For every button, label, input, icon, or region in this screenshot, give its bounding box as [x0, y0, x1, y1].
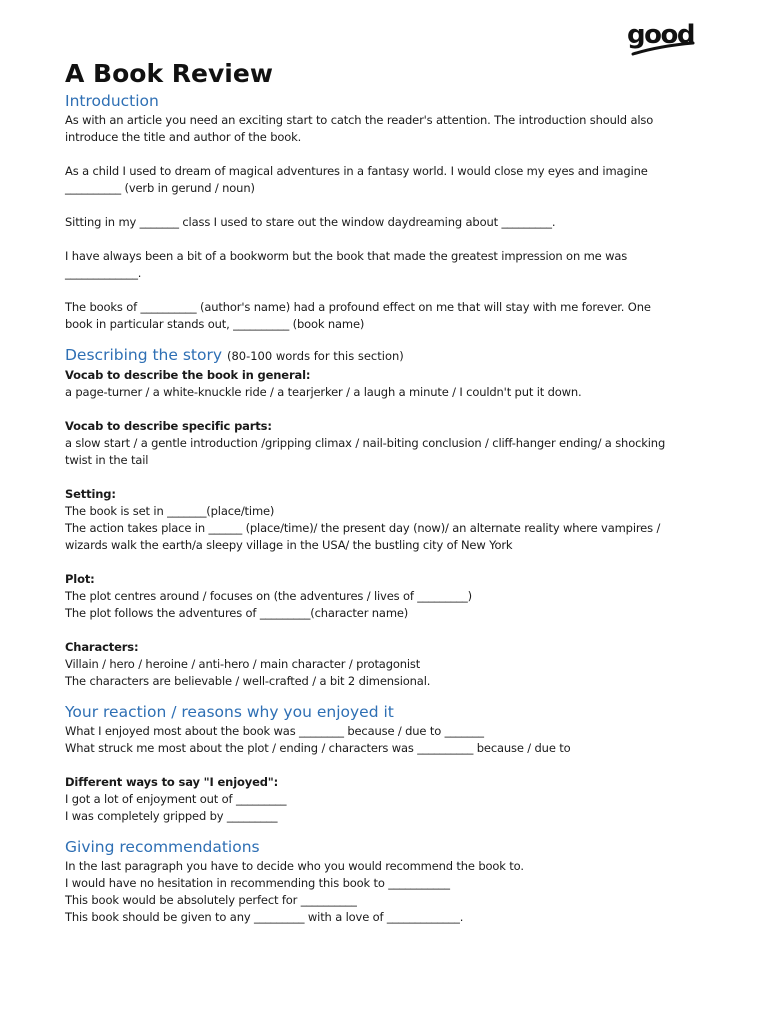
describing-story-section — [65, 344, 735, 690]
introduction-section — [65, 90, 735, 333]
general-vocab-label: Vocab to describe the book in general: — [65, 368, 311, 382]
introduction-desc-line-2: introduce the title and author of the book. — [65, 130, 302, 144]
recommendations-section — [65, 836, 735, 926]
introduction-heading: Introduction — [65, 92, 159, 110]
characters-line-1: Villain / hero / heroine / anti-hero / main character / protagonist — [65, 657, 421, 671]
intro-sentence-3a: I have always been a bit of a bookworm but the book that made the greatest impression on me was — [65, 249, 628, 263]
characters-label: Characters: — [65, 640, 139, 654]
word-count-note: (80-100 words for this section) — [226, 349, 404, 363]
document-page — [65, 58, 735, 926]
introduction-desc-line-1: As with an article you need an exciting start to catch the reader's attention. The introduction should also — [65, 113, 654, 127]
recommendations-heading: Giving recommendations — [65, 838, 260, 856]
intro-sentence-1b: __________ (verb in gerund / noun) — [65, 181, 255, 195]
recommendations-line-3: This book would be absolutely perfect for __________ — [65, 893, 357, 907]
reaction-line-2: What struck me most about the plot / ending / characters was __________ because / due to — [65, 741, 571, 755]
recommendations-line-4: This book should be given to any _________ with a love of _____________. — [65, 910, 464, 924]
setting-line-1: The book is set in _______(place/time) — [65, 504, 275, 518]
specific-vocab-label: Vocab to describe specific parts: — [65, 419, 272, 433]
intro-sentence-3b: _____________. — [65, 266, 142, 280]
plot-line-2: The plot follows the adventures of _________(character name) — [65, 606, 409, 620]
setting-line-2: The action takes place in ______ (place/time)/ the present day (now)/ an alternate reality where vampires / — [65, 521, 661, 535]
setting-label: Setting: — [65, 487, 116, 501]
describing-story-heading-text: Describing the story — [65, 346, 223, 364]
way-line-2: I was completely gripped by _________ — [65, 809, 278, 823]
general-vocab-text: a page-turner / a white-knuckle ride / a tearjerker / a laugh a minute / I couldn't put it down. — [65, 385, 582, 399]
recommendations-line-1: In the last paragraph you have to decide who you would recommend the book to. — [65, 859, 524, 873]
reaction-section — [65, 701, 735, 825]
specific-vocab-text-1: a slow start / a gentle introduction /gripping climax / nail-biting conclusion / cliff-hanger ending/ a shocking — [65, 436, 666, 450]
reaction-heading: Your reaction / reasons why you enjoyed it — [65, 703, 394, 721]
intro-sentence-2: Sitting in my _______ class I used to stare out the window daydreaming about _________. — [65, 215, 556, 229]
describing-story-heading — [65, 344, 735, 367]
characters-line-2: The characters are believable / well-crafted / a bit 2 dimensional. — [65, 674, 431, 688]
ways-to-say-label: Different ways to say "I enjoyed": — [65, 775, 279, 789]
recommendations-line-2: I would have no hesitation in recommending this book to ___________ — [65, 876, 450, 890]
plot-line-1: The plot centres around / focuses on (the adventures / lives of _________) — [65, 589, 472, 603]
specific-vocab-text-2: twist in the tail — [65, 453, 149, 467]
intro-sentence-4b: book in particular stands out, __________ (book name) — [65, 317, 365, 331]
intro-sentence-1a: As a child I used to dream of magical adventures in a fantasy world. I would close my eyes and imagine — [65, 164, 648, 178]
page-title: A Book Review — [65, 59, 273, 88]
setting-line-3: wizards walk the earth/a sleepy village in the USA/ the bustling city of New York — [65, 538, 513, 552]
reaction-line-1: What I enjoyed most about the book was ________ because / due to _______ — [65, 724, 484, 738]
plot-label: Plot: — [65, 572, 95, 586]
way-line-1: I got a lot of enjoyment out of _________ — [65, 792, 287, 806]
logo-text: good — [627, 20, 694, 50]
intro-sentence-4a: The books of __________ (author's name) had a profound effect on me that will stay with me forever. One — [65, 300, 651, 314]
